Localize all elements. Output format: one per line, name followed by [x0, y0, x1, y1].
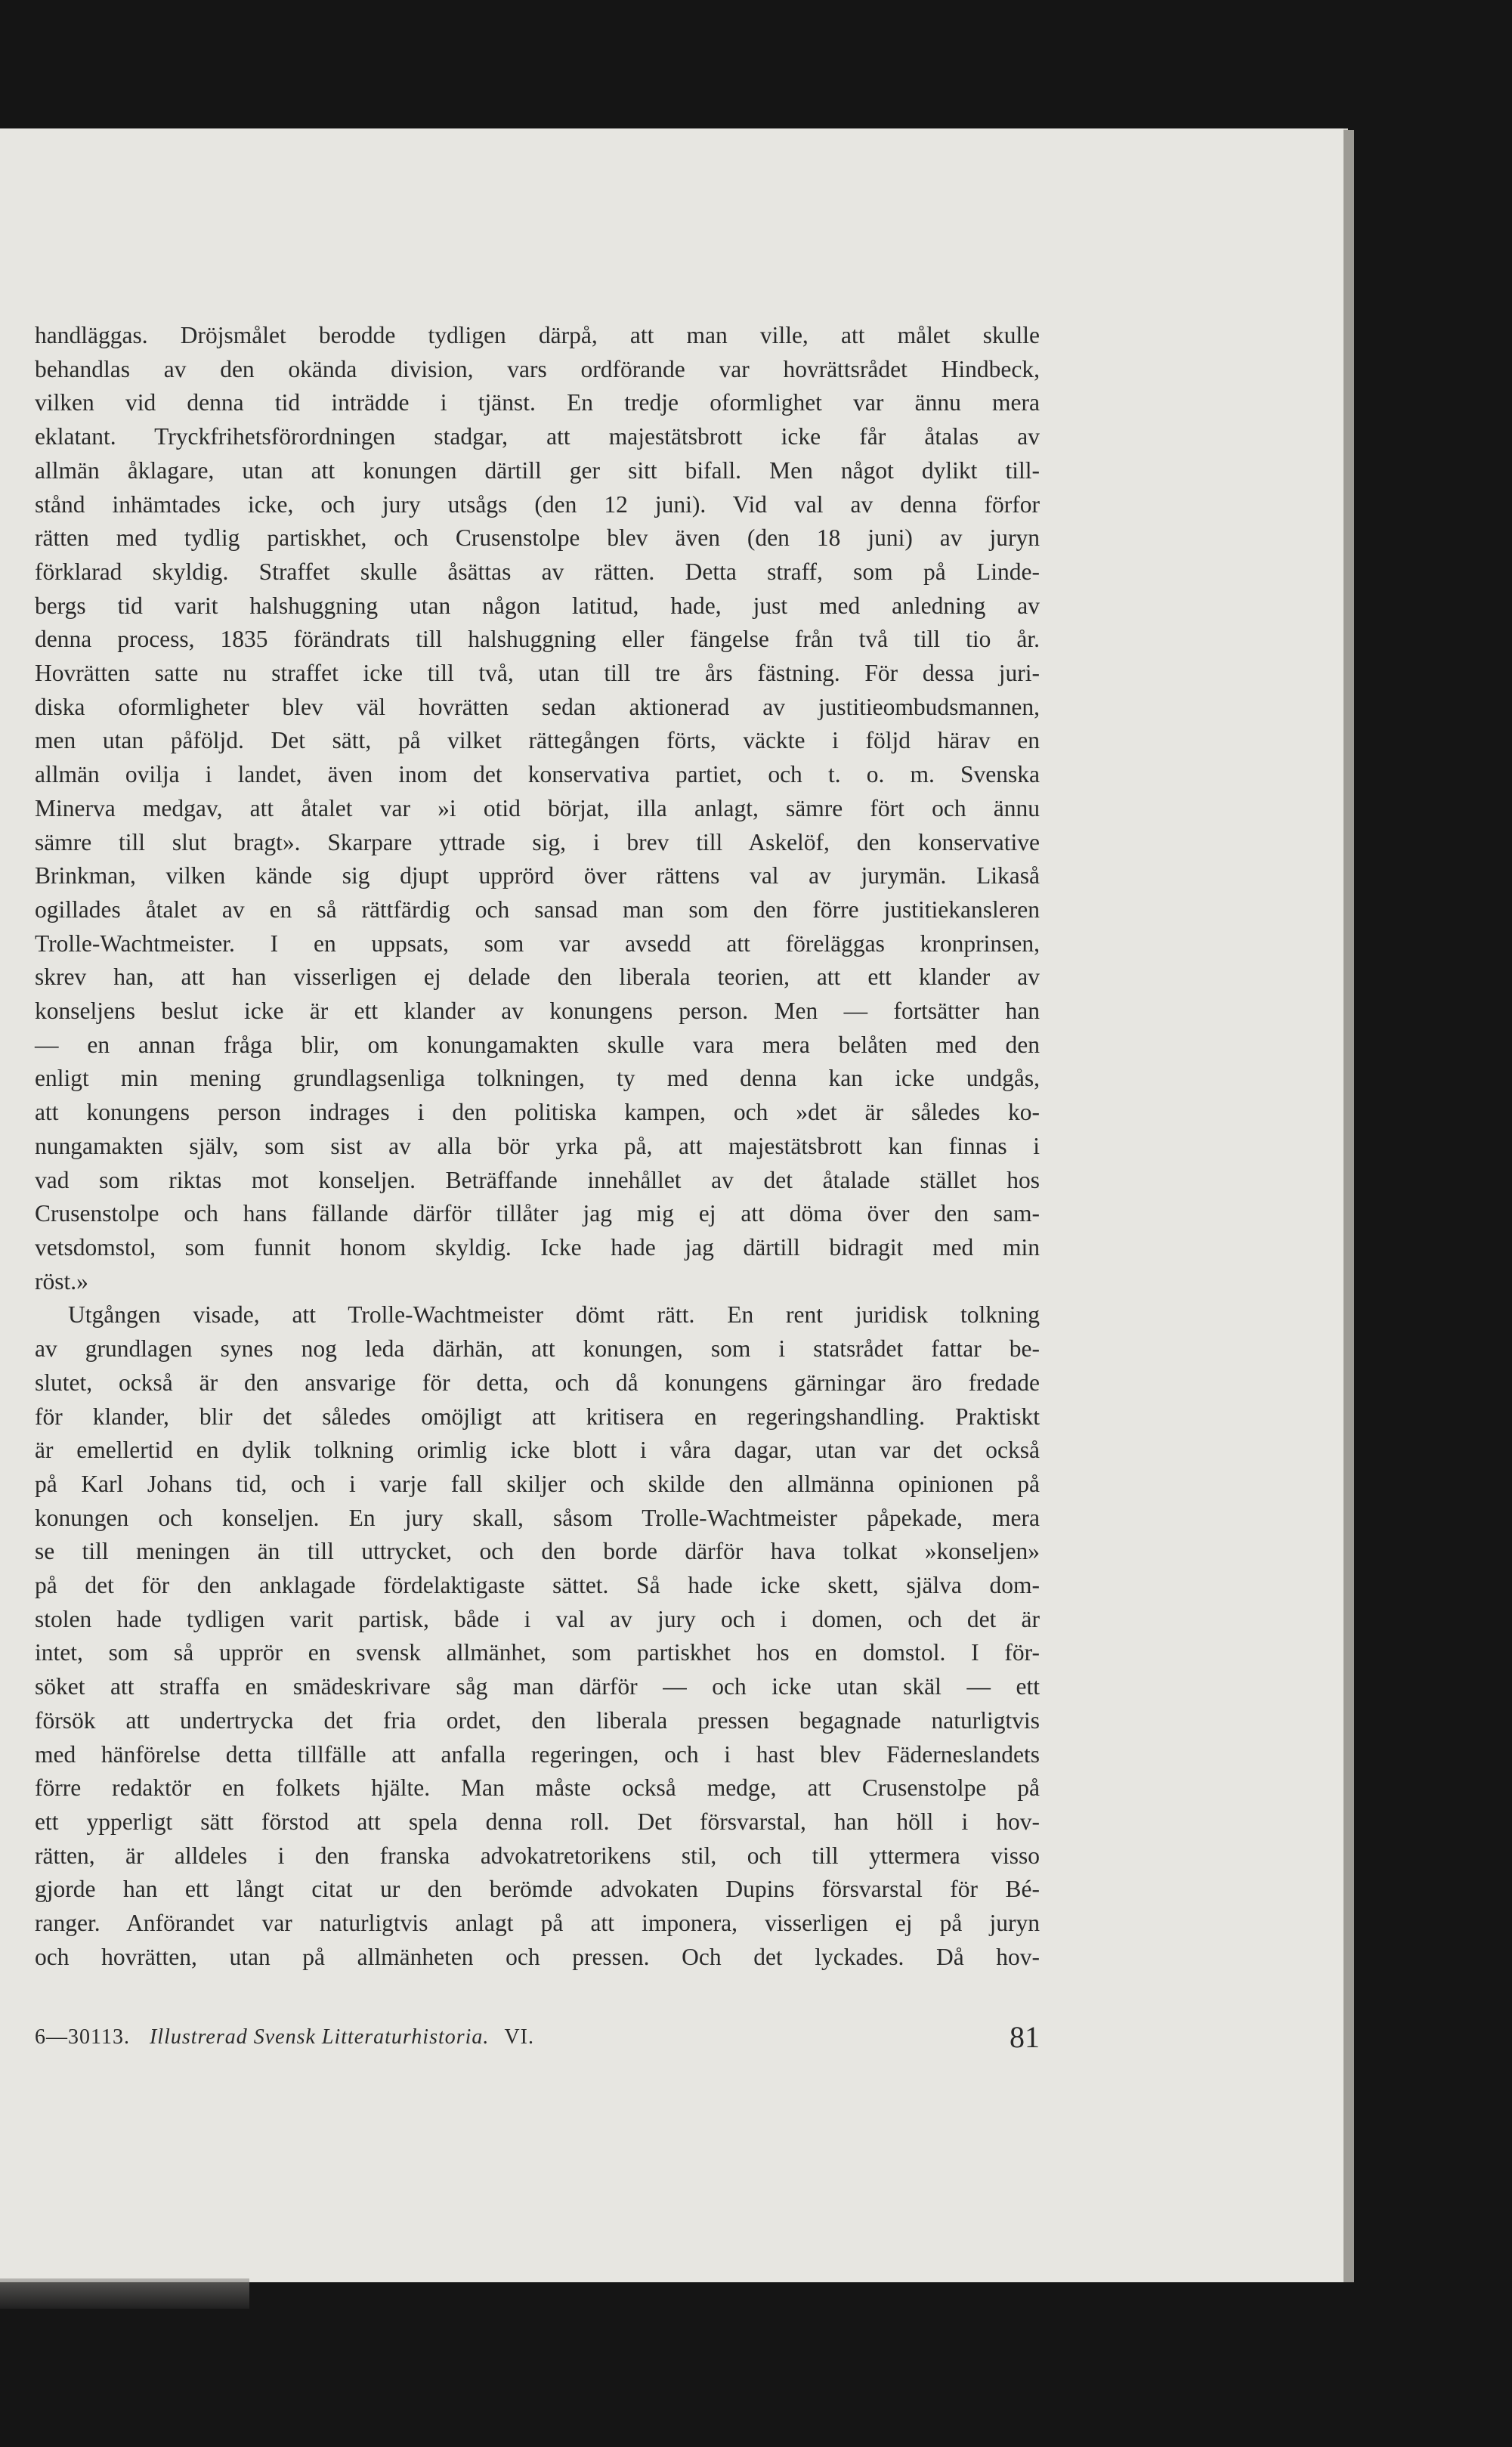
- text-line: Minerva medgav, att åtalet var »i otid börjat, illa anlagt, sämre fört och ännu: [35, 794, 1040, 821]
- text-line: är emellertid en dylik tolkning orimlig icke blott i våra dagar, utan var det också: [35, 1437, 1040, 1464]
- text-line: ett ypperligt sätt förstod att spela denna roll. Det försvarstal, han höll i hov-: [35, 1808, 1040, 1835]
- text-line: att konungens person indrages i den politiska kampen, och »det är således ko-: [35, 1099, 1040, 1126]
- text-line: på det för den anklagade fördelaktigaste sättet. Så hade icke skett, själva dom-: [35, 1572, 1040, 1599]
- text-line: bergs tid varit halshuggning utan någon latitud, hade, just med anledning av: [35, 592, 1040, 619]
- book-title: Illustrerad Svensk Litteraturhistoria.: [149, 2025, 490, 2049]
- text-line: men utan påföljd. Det sätt, på vilket rättegången förts, väckte i följd härav en: [35, 727, 1040, 754]
- text-line: stånd inhämtades icke, och jury utsågs (den 12 juni). Vid val av denna förfor: [35, 490, 1040, 518]
- text-line: söket att straffa en smädeskrivare såg man därför — och icke utan skäl — ett: [35, 1673, 1040, 1700]
- text-line: försök att undertrycka det fria ordet, den liberala pressen begagnade naturligtvis: [35, 1706, 1040, 1734]
- text-line: nungamakten själv, som sist av alla bör yrka på, att majestätsbrott kan finnas i: [35, 1132, 1040, 1159]
- text-line: konseljens beslut icke är ett klander av konungens person. Men — fortsätter han: [35, 998, 1040, 1025]
- text-line: Brinkman, vilken kände sig djupt upprörd över rättens val av jurymän. Likaså: [35, 862, 1040, 889]
- text-line: — en annan fråga blir, om konungamakten skulle vara mera belåten med den: [35, 1031, 1040, 1058]
- text-line: ogillades åtalet av en så rättfärdig och sansad man som den förre justitiekansleren: [35, 896, 1040, 923]
- signature-mark: 6—30113.: [35, 2025, 130, 2049]
- text-line: handläggas. Dröjsmålet berodde tydligen därpå, att man ville, att målet skulle: [35, 322, 1040, 348]
- text-line: gjorde han ett långt citat ur den berömde advokaten Dupins försvarstal för Bé-: [35, 1876, 1040, 1903]
- text-line: allmän ovilja i landet, även inom det konservativa partiet, och t. o. m. Svenska: [35, 761, 1040, 788]
- text-line: behandlas av den okända division, vars ordförande var hovrättsrådet Hindbeck,: [35, 355, 1040, 382]
- text-line: sämre till slut bragt». Skarpare yttrade sig, i brev till Askelöf, den konservative: [35, 828, 1040, 855]
- text-line: med hänförelse detta tillfälle att anfalla regeringen, och i hast blev Fäderneslandets: [35, 1740, 1040, 1768]
- page-number: 81: [1010, 2020, 1040, 2054]
- text-line: förklarad skyldig. Straffet skulle åsättas av rätten. Detta straff, som på Linde-: [35, 558, 1040, 585]
- text-line: Utgången visade, att Trolle-Wachtmeister dömt rätt. En rent juridisk tolkning: [68, 1301, 1040, 1329]
- text-line: diska oformligheter blev väl hovrätten sedan aktionerad av justitieombudsmannen,: [35, 693, 1040, 720]
- text-line: för klander, blir det således omöjligt att kritisera en regeringshandling. Praktiskt: [35, 1403, 1040, 1430]
- text-line: av grundlagen synes nog leda därhän, att konungen, som i statsrådet fattar be-: [35, 1335, 1040, 1363]
- text-line: skrev han, att han visserligen ej delade den liberala teorien, att ett klander av: [35, 964, 1040, 991]
- text-line: Trolle-Wachtmeister. I en uppsats, som var avsedd att föreläggas kronprinsen,: [35, 930, 1040, 957]
- body-text: [35, 319, 1040, 1974]
- text-line: och hovrätten, utan på allmänheten och pressen. Och det lyckades. Då hov-: [35, 1943, 1040, 1970]
- text-line: allmän åklagare, utan att konungen därtill ger sitt bifall. Men något dylikt till-: [35, 456, 1040, 484]
- text-line: slutet, också är den ansvarige för detta, och då konungens gärningar äro fredade: [35, 1369, 1040, 1396]
- text-line: stolen hade tydligen varit partisk, både i val av jury och i domen, och det är: [35, 1605, 1040, 1632]
- printer-signature: [35, 2025, 534, 2049]
- page-edge-shadow: [1343, 130, 1354, 2282]
- text-line: se till meningen än till uttrycket, och den borde därför hava tolkat »konseljen»: [35, 1538, 1040, 1565]
- text-line: denna process, 1835 förändrats till halshuggning eller fängelse från två till tio år.: [35, 626, 1040, 653]
- text-line: intet, som så upprör en svensk allmänhet, som partiskhet hos en domstol. I för-: [35, 1639, 1040, 1666]
- text-line: Hovrätten satte nu straffet icke till två, utan till tre års fästning. För dessa juri-: [35, 660, 1040, 687]
- volume-number: VI.: [504, 2025, 534, 2049]
- text-line: ranger. Anförandet var naturligtvis anlagt på att imponera, visserligen ej på juryn: [35, 1910, 1040, 1937]
- text-line: eklatant. Tryckfrihetsförordningen stadgar, att majestätsbrott icke får åtalas av: [35, 423, 1040, 450]
- text-line: på Karl Johans tid, och i varje fall skiljer och skilde den allmänna opinionen på: [35, 1470, 1040, 1497]
- text-line: konungen och konseljen. En jury skall, såsom Trolle-Wachtmeister påpekade, mera: [35, 1504, 1040, 1531]
- text-line: vetsdomstol, som funnit honom skyldig. Icke hade jag därtill bidragit med min: [35, 1233, 1040, 1261]
- text-line: förre redaktör en folkets hjälte. Man måste också medge, att Crusenstolpe på: [35, 1774, 1040, 1802]
- text-line: rätten med tydlig partiskhet, och Crusenstolpe blev även (den 18 juni) av juryn: [35, 524, 1040, 552]
- text-line: enligt min mening grundlagsenliga tolkningen, ty med denna kan icke undgås,: [35, 1065, 1040, 1092]
- text-line: Crusenstolpe och hans fällande därför tillåter jag mig ej att döma över den sam-: [35, 1200, 1040, 1227]
- page-footer: [35, 2019, 1040, 2059]
- text-line: vilken vid denna tid inträdde i tjänst. En tredje oformlighet var ännu mera: [35, 389, 1040, 416]
- text-line: röst.»: [35, 1267, 88, 1295]
- text-line: vad som riktas mot konseljen. Beträffande innehållet av det åtalade stället hos: [35, 1166, 1040, 1193]
- text-line: rätten, är alldeles i den franska advokatretorikens stil, och till yttermera visso: [35, 1842, 1040, 1869]
- scan-artifact: [0, 2278, 249, 2309]
